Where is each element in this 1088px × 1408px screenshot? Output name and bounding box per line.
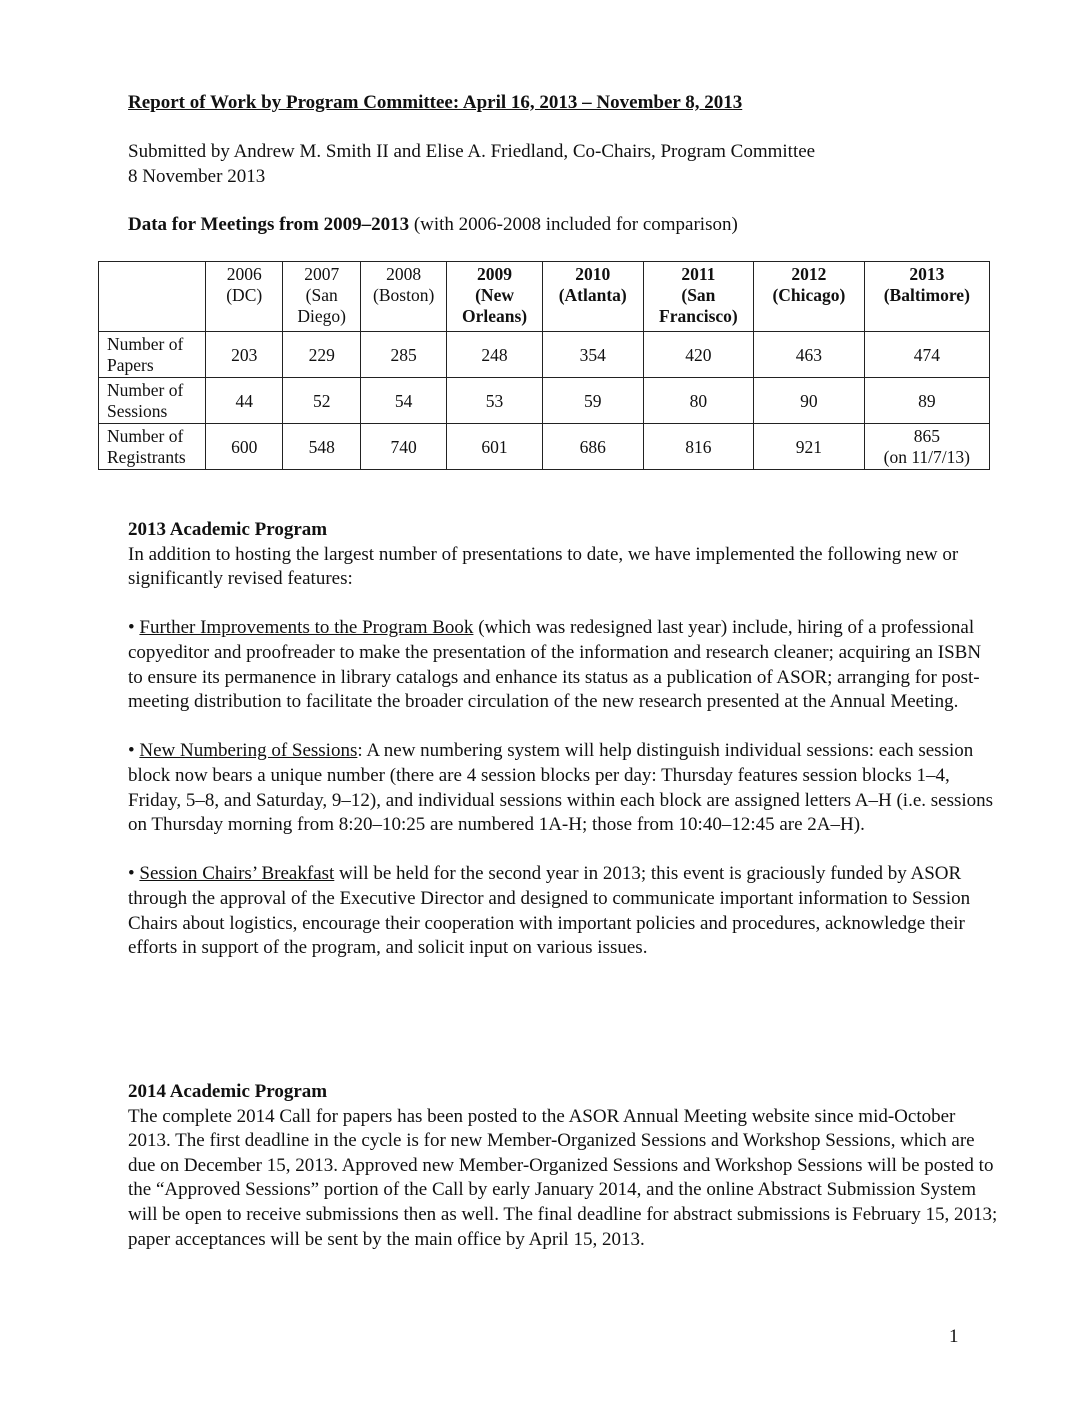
section-2014 xyxy=(128,1080,998,1252)
section-2013 xyxy=(128,518,998,961)
table-cell: 89 xyxy=(864,378,989,424)
table-cell: 90 xyxy=(754,378,864,424)
bullet-label: Session Chairs’ Breakfast xyxy=(139,863,335,885)
row-label: Number of Sessions xyxy=(99,378,206,424)
table-cell: 921 xyxy=(754,424,864,470)
section-heading-2013: 2013 Academic Program xyxy=(128,519,328,540)
submitted-by xyxy=(128,140,998,189)
table-header-row xyxy=(99,262,990,332)
table-cell: 53 xyxy=(447,378,543,424)
table-cell: 420 xyxy=(643,332,754,378)
document-page xyxy=(107,90,998,1250)
table-cell: 203 xyxy=(206,332,283,378)
meeting-data-table xyxy=(98,261,990,470)
table-cell: 285 xyxy=(361,332,447,378)
submitted-authors: Submitted by Andrew M. Smith II and Elise A. Friedland, Co-Chairs, Program Committee xyxy=(128,141,816,162)
bullet-session-numbering: • New Numbering of Sessions: A new numbering system will help distinguish individual sessions: each session block now bears a unique number (there are 4 session blocks per day: Thursday features session blocks 1–4, Friday, 5–8, and Saturday, 9–12), and individual sessions within each block are assigned letters A–H (i.e. sessions on Thursday morning from 8:20–10:25 are numbered 1A-H; those from 10:40–12:45 are 2A–H). xyxy=(128,740,994,836)
table-row xyxy=(99,332,990,378)
table-corner-cell xyxy=(99,262,206,332)
section-intro-2013: In addition to hosting the largest number of presentations to date, we have implemented the following new or significantly revised features: xyxy=(128,543,959,590)
table-row xyxy=(99,424,990,470)
section-text-2014: The complete 2014 Call for papers has been posted to the ASOR Annual Meeting website since mid-October 2013. The first deadline in the cycle is for new Member-Organized Sessions and Workshop Sessions, which are due on December 15, 2013. Approved new Member-Organized Sessions and Workshop Sessions will be posted to the “Approved Sessions” portion of the Call by early January 2014, and the online Abstract Submission System will be open to receive submissions then as well. The final deadline for abstract submissions is February 15, 2013; paper acceptances will be sent by the main office by April 15, 2013. xyxy=(128,1105,998,1250)
table-header-cell: 2012 (Chicago) xyxy=(754,262,864,332)
table-header-cell: 2013 (Baltimore) xyxy=(864,262,989,332)
table-header-cell: 2007 (San Diego) xyxy=(283,262,361,332)
table-cell: 548 xyxy=(283,424,361,470)
table-header-cell: 2011 (San Francisco) xyxy=(643,262,754,332)
table-cell: 474 xyxy=(864,332,989,378)
table-cell: 686 xyxy=(542,424,643,470)
table-cell-value: 865 xyxy=(913,426,940,446)
table-row xyxy=(99,378,990,424)
table-cell: 54 xyxy=(361,378,447,424)
table-cell-note: (on 11/7/13) xyxy=(883,447,970,467)
table-cell: 80 xyxy=(643,378,754,424)
table-header-cell: 2009 (New Orleans) xyxy=(447,262,543,332)
table-cell: 816 xyxy=(643,424,754,470)
bullet-label: Further Improvements to the Program Book xyxy=(139,617,474,639)
bullet-text: : A new numbering system will help distinguish individual sessions: each session block now bears a unique number (there are 4 session blocks per day: Thursday features session blocks 1–4, Friday, 5–8, and Saturday, 9–12), and individual sessions within each block are assigned letters A–H (i.e. sessions on Thursday morning from 8:20–10:25 are numbered 1A-H; those from 10:40–12:45 are 2A–H). xyxy=(128,740,994,836)
bullet-chairs-breakfast: • Session Chairs’ Breakfast will be held for the second year in 2013; this event is graciously funded by ASOR through the approval of the Executive Director and designed to communicate important information to Session Chairs about logistics, encourage their cooperation with important policies and procedures, acknowledge their efforts in support of the program, and solicit input on various issues. xyxy=(128,863,971,959)
table-cell: 44 xyxy=(206,378,283,424)
data-heading-note: (with 2006-2008 included for comparison) xyxy=(409,214,738,236)
bullet-text: will be held for the second year in 2013; this event is graciously funded by ASOR through the approval of the Executive Director and designed to communicate important information to Session Chairs about logistics, encourage their cooperation with important policies and procedures, acknowledge their efforts in support of the program, and solicit input on various issues. xyxy=(128,863,971,959)
table-cell: 600 xyxy=(206,424,283,470)
data-heading xyxy=(128,213,998,238)
table-cell: 740 xyxy=(361,424,447,470)
row-label: Number of Papers xyxy=(99,332,206,378)
table-cell xyxy=(864,424,989,470)
row-label: Number of Registrants xyxy=(99,424,206,470)
table-header-cell: 2010 (Atlanta) xyxy=(542,262,643,332)
table-cell: 601 xyxy=(447,424,543,470)
bullet-text: (which was redesigned last year) include, hiring of a professional copyeditor and proofreader to make the presentation of the information and research cleaner; acquiring an ISBN to ensure its permanence in library catalogs and enhance its status as a publication of ASOR; arranging for post-meeting distribution to facilitate the broader circulation of the new research presented at the Annual Meeting. xyxy=(128,617,982,713)
table-header-cell: 2008 (Boston) xyxy=(361,262,447,332)
table-header-cell: 2006 (DC) xyxy=(206,262,283,332)
table-cell: 229 xyxy=(283,332,361,378)
submitted-date: 8 November 2013 xyxy=(128,165,266,187)
table-cell: 52 xyxy=(283,378,361,424)
table-cell: 463 xyxy=(754,332,864,378)
data-heading-bold: Data for Meetings from 2009–2013 xyxy=(128,214,410,236)
page-number: 1 xyxy=(949,1326,959,1347)
report-title: Report of Work by Program Committee: April 16, 2013 – November 8, 2013 xyxy=(128,92,743,113)
table-cell: 248 xyxy=(447,332,543,378)
section-heading-2014: 2014 Academic Program xyxy=(128,1081,328,1102)
bullet-program-book: • Further Improvements to the Program Book (which was redesigned last year) include, hiring of a professional copyeditor and proofreader to make the presentation of the information and research cleaner; acquiring an ISBN to ensure its permanence in library catalogs and enhance its status as a publication of ASOR; arranging for post-meeting distribution to facilitate the broader circulation of the new research presented at the Annual Meeting. xyxy=(128,617,982,713)
table-cell: 354 xyxy=(542,332,643,378)
bullet-label: New Numbering of Sessions xyxy=(139,740,358,762)
table-cell: 59 xyxy=(542,378,643,424)
